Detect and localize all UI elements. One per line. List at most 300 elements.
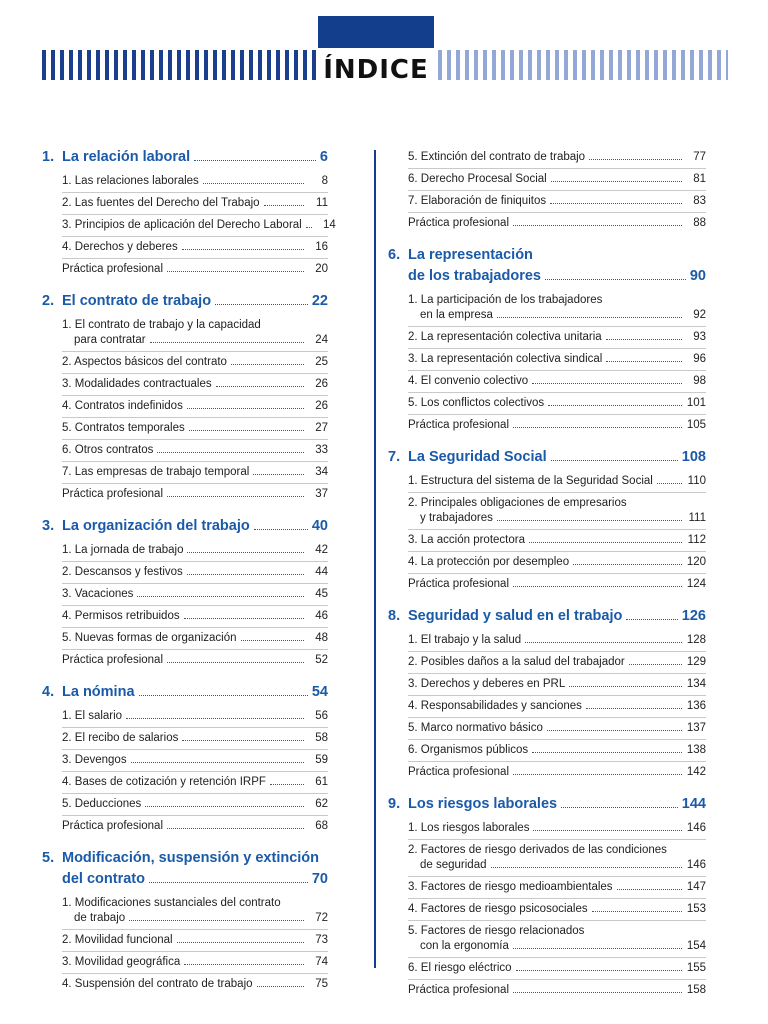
dot-leader <box>216 386 304 387</box>
page-title: ÍNDICE <box>323 55 429 85</box>
chapter-title-line <box>408 447 706 468</box>
toc-item-page: 37 <box>315 488 328 500</box>
toc-item <box>62 462 328 484</box>
toc-item-text: en la empresa <box>420 309 493 321</box>
dot-leader <box>167 271 304 272</box>
toc-item-line <box>408 511 706 526</box>
header-stripes-left <box>42 50 316 80</box>
toc-item-page: 24 <box>315 334 328 346</box>
toc-item-page: 34 <box>315 466 328 478</box>
toc-item-text: 6. El riesgo eléctrico <box>408 962 512 974</box>
toc-item-page: 129 <box>686 656 706 668</box>
toc-chapter <box>388 606 706 783</box>
dot-leader <box>533 830 682 831</box>
toc-item-page: 137 <box>686 722 706 734</box>
toc-item-text: 3. La acción protectora <box>408 534 525 546</box>
toc-item <box>408 493 706 530</box>
chapter-title-line <box>62 848 328 869</box>
toc-item-line <box>408 821 706 836</box>
toc-item-text: 5. Contratos temporales <box>62 422 185 434</box>
toc-item-line <box>408 902 706 917</box>
toc-item-text: 4. Suspensión del contrato de trabajo <box>62 978 253 990</box>
toc-item-line <box>408 721 706 736</box>
toc-item-page: 158 <box>686 984 706 996</box>
toc-item-text: de seguridad <box>420 859 487 871</box>
dot-leader <box>491 867 683 868</box>
toc-item-page: 153 <box>686 903 706 915</box>
chapter-items <box>388 471 706 595</box>
chapter-page-number: 22 <box>311 293 328 309</box>
toc-chapter <box>388 447 706 595</box>
chapter-number: 6. <box>388 247 401 263</box>
chapter-number: 1. <box>42 149 55 165</box>
dot-leader <box>657 483 682 484</box>
toc-item-text: 3. Derechos y deberes en PRL <box>408 678 566 690</box>
toc-item <box>408 290 706 327</box>
toc-column-left <box>42 147 336 1006</box>
toc-item-text: 1. Los riesgos laborales <box>408 822 530 834</box>
toc-item-line <box>408 172 706 187</box>
toc-item <box>408 696 706 718</box>
toc-item-page: 81 <box>693 173 706 185</box>
toc-item <box>62 606 328 628</box>
toc-item <box>62 193 328 215</box>
toc-item-text: Práctica profesional <box>408 419 509 431</box>
chapter-number: 4. <box>42 684 55 700</box>
toc-item-page: 59 <box>315 754 328 766</box>
toc-chapter <box>42 682 328 837</box>
toc-item-text: 1. El salario <box>62 710 123 722</box>
toc-item-text: 1. La jornada de trabajo <box>62 544 184 556</box>
toc-item-text: 5. Nuevas formas de organización <box>62 632 237 644</box>
toc-item-text: 4. Contratos indefinidos <box>62 400 183 412</box>
toc-item <box>408 877 706 899</box>
toc-item-line <box>62 653 328 668</box>
chapter-title <box>408 794 706 815</box>
toc-item-page: 8 <box>321 175 328 187</box>
chapter-title-text: La representación <box>408 247 533 263</box>
chapter-page-number: 90 <box>689 268 706 284</box>
toc-item <box>62 374 328 396</box>
dot-leader <box>548 405 682 406</box>
dot-leader <box>187 408 304 409</box>
chapter-page-number: 70 <box>311 871 328 887</box>
toc-item <box>408 958 706 980</box>
dot-leader <box>177 942 304 943</box>
toc-item <box>408 415 706 436</box>
toc-item-line <box>408 555 706 570</box>
toc-item-page: 11 <box>316 197 328 209</box>
toc-item <box>62 893 328 930</box>
dot-leader <box>253 474 304 475</box>
toc-item-text: 4. Factores de riesgo psicosociales <box>408 903 588 915</box>
toc-item-page: 16 <box>315 241 328 253</box>
chapter-title-line <box>408 245 706 266</box>
dot-leader <box>532 383 682 384</box>
toc-item-page: 25 <box>315 356 328 368</box>
toc-item-page: 98 <box>693 375 706 387</box>
toc-item-page: 48 <box>315 632 328 644</box>
dot-leader <box>617 889 682 890</box>
dot-leader <box>525 642 682 643</box>
toc-item-line <box>62 977 328 992</box>
dot-leader <box>241 640 304 641</box>
toc-item-line <box>62 731 328 746</box>
dot-leader <box>145 806 304 807</box>
chapter-title-text: Modificación, suspensión y extinción <box>62 850 320 866</box>
toc-item <box>408 169 706 191</box>
toc-item <box>62 440 328 462</box>
chapter-number: 2. <box>42 293 55 309</box>
toc-item-line <box>62 487 328 502</box>
toc-item <box>62 396 328 418</box>
toc-item-page: 26 <box>315 400 328 412</box>
toc-item-line <box>62 819 328 834</box>
toc-item-text: 3. Factores de riesgo medioambientales <box>408 881 613 893</box>
chapter-title <box>62 147 328 168</box>
toc-item-text: para contratar <box>74 334 146 346</box>
toc-item <box>408 530 706 552</box>
chapter-heading <box>42 291 328 312</box>
toc-item <box>62 171 328 193</box>
toc-item <box>408 327 706 349</box>
toc-item-page: 27 <box>315 422 328 434</box>
toc-item-line <box>408 699 706 714</box>
toc-item <box>408 213 706 234</box>
dot-leader <box>167 662 304 663</box>
toc-item <box>62 974 328 995</box>
toc-item-line <box>408 880 706 895</box>
dot-leader <box>513 427 682 428</box>
toc-chapter <box>42 848 328 995</box>
chapter-title <box>408 606 706 627</box>
toc-item-line <box>408 308 706 323</box>
toc-item-line <box>62 399 328 414</box>
toc-item-text: 4. La protección por desempleo <box>408 556 570 568</box>
toc-item <box>408 471 706 493</box>
toc-item-text: con la ergonomía <box>420 940 509 952</box>
toc-item-line <box>62 218 336 233</box>
toc-item-line <box>408 396 706 411</box>
toc-item <box>408 921 706 958</box>
toc-item-line <box>62 955 328 970</box>
toc-item-text: Práctica profesional <box>62 488 163 500</box>
toc-item-text: 1. Las relaciones laborales <box>62 175 199 187</box>
toc-item-page: 101 <box>686 397 706 409</box>
chapter-title-text: La Seguridad Social <box>408 449 547 465</box>
chapter-heading <box>388 794 706 815</box>
toc-item-page: 58 <box>315 732 328 744</box>
toc-item-line <box>408 216 706 231</box>
toc-item-text: 5. Los conflictos colectivos <box>408 397 545 409</box>
toc-item <box>62 794 328 816</box>
chapter-number: 7. <box>388 449 401 465</box>
toc-item-text: 1. El contrato de trabajo y la capacidad <box>62 319 261 331</box>
dot-leader <box>126 718 304 719</box>
chapter-title-line <box>408 266 706 287</box>
toc-item-page: 62 <box>315 798 328 810</box>
toc-item-text: 2. Factores de riesgo derivados de las condiciones <box>408 844 667 856</box>
toc-item-line <box>408 577 706 592</box>
toc-item-text: 2. Principales obligaciones de empresarios <box>408 497 627 509</box>
toc-item-page: 72 <box>315 912 328 924</box>
dot-leader <box>137 596 304 597</box>
toc-item-text: 4. Permisos retribuidos <box>62 610 180 622</box>
toc-item-page: 155 <box>686 962 706 974</box>
toc-item-page: 88 <box>693 217 706 229</box>
dot-leader <box>586 708 682 709</box>
toc-item-text: 3. Movilidad geográfica <box>62 956 181 968</box>
toc-column-right <box>388 147 706 1012</box>
toc-item <box>62 484 328 505</box>
toc-chapter <box>388 147 706 234</box>
toc-item <box>62 728 328 750</box>
dot-leader <box>270 784 304 785</box>
chapter-title-line <box>62 291 328 312</box>
dot-leader <box>203 183 304 184</box>
chapter-number: 3. <box>42 518 55 534</box>
toc-item <box>408 393 706 415</box>
toc-item-line <box>408 983 706 998</box>
toc-item-text: 3. Vacaciones <box>62 588 134 600</box>
toc-item <box>62 259 328 280</box>
dot-leader <box>532 752 682 753</box>
dot-leader <box>129 920 304 921</box>
chapter-title-line <box>408 606 706 627</box>
toc-item-text: 6. Derecho Procesal Social <box>408 173 547 185</box>
chapter-title-line <box>62 869 328 890</box>
chapter-items <box>388 147 706 234</box>
toc-item <box>408 718 706 740</box>
chapter-title-line <box>62 147 328 168</box>
toc-item <box>408 980 706 1001</box>
toc-item <box>408 652 706 674</box>
toc-item-page: 136 <box>686 700 706 712</box>
chapter-title <box>62 848 328 890</box>
toc-item <box>62 418 328 440</box>
chapter-items <box>388 290 706 436</box>
toc-item-line <box>408 352 706 367</box>
toc-item-line <box>62 333 328 348</box>
toc-item-page: 14 <box>322 219 336 231</box>
toc-item <box>62 584 328 606</box>
toc-item-line <box>408 374 706 389</box>
dot-leader <box>547 730 682 731</box>
toc-item-line <box>408 330 706 345</box>
toc-item-page: 142 <box>686 766 706 778</box>
toc-item-text: 7. Las empresas de trabajo temporal <box>62 466 250 478</box>
toc-item <box>408 740 706 762</box>
toc-item-text: Práctica profesional <box>408 217 509 229</box>
chapter-heading <box>388 606 706 627</box>
dot-leader <box>182 740 304 741</box>
toc-item-text: 4. Derechos y deberes <box>62 241 178 253</box>
dot-leader <box>545 279 686 280</box>
toc-item-text: Práctica profesional <box>62 820 163 832</box>
dot-leader <box>606 339 682 340</box>
toc-item-page: 74 <box>315 956 328 968</box>
toc-item-page: 46 <box>315 610 328 622</box>
toc-chapter <box>42 147 336 280</box>
dot-leader <box>157 452 304 453</box>
toc-item-text: 4. Responsabilidades y sanciones <box>408 700 582 712</box>
toc-item-line <box>408 939 706 954</box>
dot-leader <box>167 828 304 829</box>
toc-item-page: 112 <box>687 534 706 546</box>
toc-item-page: 77 <box>693 151 706 163</box>
toc-item <box>62 816 328 837</box>
toc-chapter <box>388 794 706 1001</box>
chapter-page-number: 40 <box>311 518 328 534</box>
dot-leader <box>626 619 677 620</box>
toc-item <box>408 818 706 840</box>
dot-leader <box>231 364 304 365</box>
chapter-title-text: La relación laboral <box>62 149 191 165</box>
toc-item-page: 68 <box>315 820 328 832</box>
toc-item-text: 5. Deducciones <box>62 798 142 810</box>
dot-leader <box>184 618 304 619</box>
toc-item <box>408 349 706 371</box>
toc-item-text: 2. Movilidad funcional <box>62 934 173 946</box>
dot-leader <box>497 520 682 521</box>
toc-item-text: 5. Factores de riesgo relacionados <box>408 925 585 937</box>
toc-item-line <box>408 194 706 209</box>
chapter-title-text: Los riesgos laborales <box>408 796 558 812</box>
toc-item-page: 146 <box>686 859 706 871</box>
toc-item-page: 73 <box>315 934 328 946</box>
toc-item-page: 147 <box>686 881 706 893</box>
toc-item-text: 2. Aspectos básicos del contrato <box>62 356 227 368</box>
chapter-page-number: 108 <box>681 449 706 465</box>
page-header <box>0 0 768 100</box>
toc-item <box>62 650 328 671</box>
dot-leader <box>187 552 304 553</box>
toc-item-page: 61 <box>315 776 328 788</box>
chapter-page-number: 126 <box>681 608 706 624</box>
toc-item <box>408 552 706 574</box>
toc-item-text: Práctica profesional <box>408 578 509 590</box>
chapter-items <box>42 315 328 505</box>
toc-item-line <box>62 421 328 436</box>
toc-item-text: 2. Las fuentes del Derecho del Trabajo <box>62 197 260 209</box>
toc-item-text: 3. Modalidades contractuales <box>62 378 212 390</box>
toc-item <box>408 574 706 595</box>
toc-item-text: de trabajo <box>74 912 126 924</box>
toc-item-page: 128 <box>686 634 706 646</box>
toc-item-page: 120 <box>686 556 706 568</box>
header-stripes-right <box>438 50 728 80</box>
toc-item <box>62 772 328 794</box>
dot-leader <box>497 317 682 318</box>
chapter-title-text: El contrato de trabajo <box>62 293 212 309</box>
chapter-number: 9. <box>388 796 401 812</box>
toc-item-line <box>62 609 328 624</box>
toc-item-line <box>62 565 328 580</box>
chapter-items <box>42 171 336 280</box>
toc-item-page: 83 <box>693 195 706 207</box>
toc-item-line <box>62 443 328 458</box>
toc-item-page: 111 <box>688 512 706 524</box>
toc-item <box>62 562 328 584</box>
chapter-items <box>42 893 328 995</box>
toc-item-text: 1. Estructura del sistema de la Seguridad Social <box>408 475 653 487</box>
chapter-title-line <box>62 516 328 537</box>
toc-item-text: 1. Modificaciones sustanciales del contrato <box>62 897 281 909</box>
toc-item-line <box>62 543 328 558</box>
toc-item <box>408 147 706 169</box>
toc-item-line <box>62 911 328 926</box>
toc-item-line <box>408 858 706 873</box>
toc-item-text: 7. Elaboración de finiquitos <box>408 195 547 207</box>
dot-leader <box>629 664 682 665</box>
toc-item-line <box>62 377 328 392</box>
toc-item <box>62 750 328 772</box>
toc-item-text: Práctica profesional <box>408 766 509 778</box>
dot-leader <box>194 160 316 161</box>
dot-leader <box>513 992 682 993</box>
dot-leader <box>254 529 308 530</box>
toc-item-page: 52 <box>315 654 328 666</box>
toc-item-text: Práctica profesional <box>62 654 163 666</box>
toc-item-line <box>408 961 706 976</box>
chapter-heading <box>42 682 328 703</box>
dot-leader <box>264 205 304 206</box>
dot-leader <box>516 970 682 971</box>
dot-leader <box>187 574 304 575</box>
dot-leader <box>182 249 304 250</box>
toc-item-page: 146 <box>686 822 706 834</box>
toc-item-page: 93 <box>693 331 706 343</box>
dot-leader <box>257 986 304 987</box>
toc-item-line <box>408 765 706 780</box>
toc-item-line <box>62 465 328 480</box>
toc-item-page: 124 <box>686 578 706 590</box>
chapter-number: 5. <box>42 850 55 866</box>
dot-leader <box>592 911 682 912</box>
toc-item <box>408 630 706 652</box>
toc-item-text: 2. Posibles daños a la salud del trabajador <box>408 656 625 668</box>
toc-item-text: 3. Devengos <box>62 754 127 766</box>
chapter-title-text: del contrato <box>62 871 145 887</box>
toc-item <box>62 215 336 237</box>
toc-item-line <box>408 418 706 433</box>
chapter-heading <box>388 245 706 287</box>
chapter-title <box>408 447 706 468</box>
chapter-title-text: La organización del trabajo <box>62 518 250 534</box>
dot-leader <box>215 304 308 305</box>
dot-leader <box>189 430 304 431</box>
toc-item <box>408 191 706 213</box>
toc-item-page: 92 <box>693 309 706 321</box>
toc-item <box>62 628 328 650</box>
toc-item-line <box>62 631 328 646</box>
dot-leader <box>550 203 682 204</box>
toc-chapter <box>42 291 328 505</box>
toc-item-line <box>62 240 328 255</box>
chapter-items <box>42 540 328 671</box>
toc-item-line <box>62 797 328 812</box>
toc-item-page: 138 <box>686 744 706 756</box>
toc-item-line <box>408 633 706 648</box>
chapter-title-line <box>408 794 706 815</box>
toc-item-line <box>62 709 328 724</box>
dot-leader <box>561 807 678 808</box>
dot-leader <box>606 361 682 362</box>
toc-item-page: 75 <box>315 978 328 990</box>
toc-item-line <box>408 150 706 165</box>
dot-leader <box>306 227 312 228</box>
toc-item <box>62 706 328 728</box>
